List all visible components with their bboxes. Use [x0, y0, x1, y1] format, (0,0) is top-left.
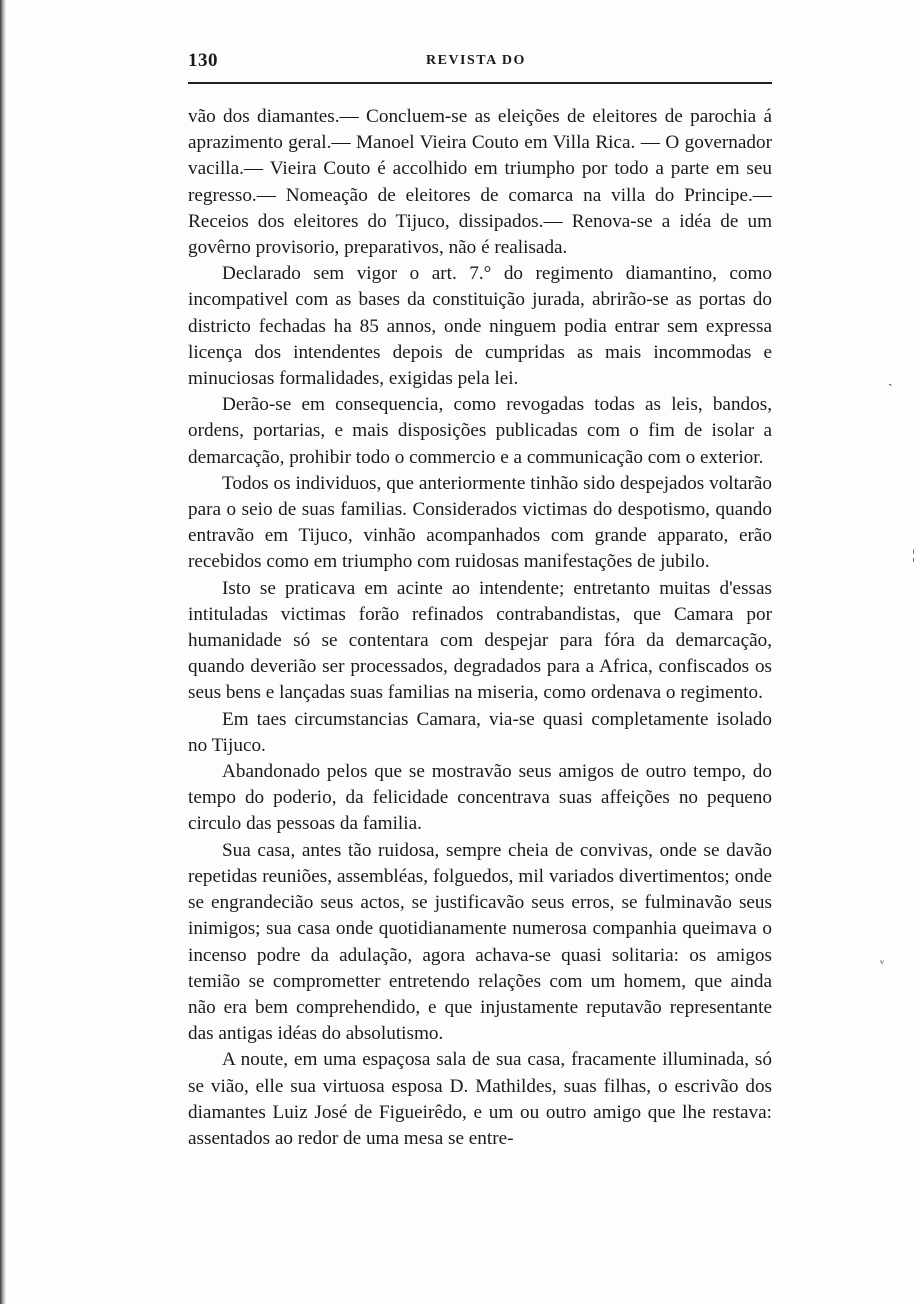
paragraph: A noute, em uma espaçosa sala de sua casa, fracamente illuminada, só se vião, elle sua virtuosa esposa D. Mathildes, suas filhas, o escrivão dos diamantes Luiz José de Figueirêdo, e um ou outro amigo que lhe restava: assentados ao redor de uma mesa se entre- — [188, 1049, 772, 1149]
summary-paragraph: vão dos diamantes.— Concluem-se as eleições de eleitores de parochia á aprazimento geral.— Manoel Vieira Couto em Villa Rica. — O governador vacilla.— Vieira Couto é accolhido em triumpho por todo a parte em seu regresso.— Nomeação de eleitores de comarca na villa do Principe.— Receios dos eleitores do Tijuco, dissipados.— Renova-se a idéa de um govêrno provisorio, preparativos, não é realisada. — [188, 106, 772, 259]
paragraph: Todos os individuos, que anteriormente tinhão sido despejados voltarão para o seio de suas familias. Considerados victimas do despotismo, quando entravão em Tijuco, vinhão acompanhados com grande apparato, erão recebidos como em triumpho com ruidosas manifestações de jubilo. — [188, 472, 772, 573]
page-number: 130 — [188, 50, 218, 71]
paragraph: Derão-se em consequencia, como revogadas todas as leis, bandos, ordens, portarias, e mais disposições publicadas com o fim de isolar a demarcação, prohibir todo o commercio e a communicação com o exterior. — [188, 394, 772, 468]
paragraph: Sua casa, antes tão ruidosa, sempre cheia de convivas, onde se davão repetidas reuniões, assembléas, folguedos, mil variados divertimentos; onde se engrandecião seus actos, se justificavão seus erros, se fulminavão seus inimigos; sua casa onde quotidianamente numerosa companhia queimava o incenso podre da adulação, agora achava-se quasi solitaria: os amigos temião se comprometter entretendo relações com um homem, que ainda não era bem comprehendido, e que injustamente reputavão representante das antigas idéas do absolutismo. — [188, 839, 772, 1045]
header-rule — [188, 82, 772, 84]
page-header — [188, 50, 772, 80]
paragraph: Isto se praticava em acinte ao intendente; entretanto muitas d'essas intituladas victimas forão refinados contrabandistas, que Camara por humanidade só se contentara com despejar para fóra da demarcação, quando deverião ser processados, degradados para a Africa, confiscados os seus bens e lançadas suas familias na miseria, como ordenava o regimento. — [188, 577, 772, 704]
margin-speck: ˎ — [888, 372, 893, 387]
margin-speck: ¦ — [912, 548, 915, 563]
running-head: REVISTA DO — [426, 53, 526, 68]
margin-speck: ᵥ — [880, 952, 885, 967]
paragraph: Abandonado pelos que se mostravão seus amigos de outro tempo, do tempo do poderio, da felicidade concentrava suas affeições no pequeno circulo das pessoas da familia. — [188, 761, 772, 835]
paragraph: Em taes circumstancias Camara, via-se quasi completamente isolado no Tijuco. — [188, 708, 772, 756]
page-binding-edge — [0, 0, 6, 1304]
paragraph: Declarado sem vigor o art. 7.° do regimento diamantino, como incompativel com as bases da constituição jurada, abrirão-se as portas do districto fechadas ha 85 annos, onde ninguem podia entrar sem expressa licença dos intendentes depois de cumpridas as mais incommodas e minuciosas formalidades, exigidas pela lei. — [188, 263, 772, 390]
body-text — [188, 104, 772, 1152]
